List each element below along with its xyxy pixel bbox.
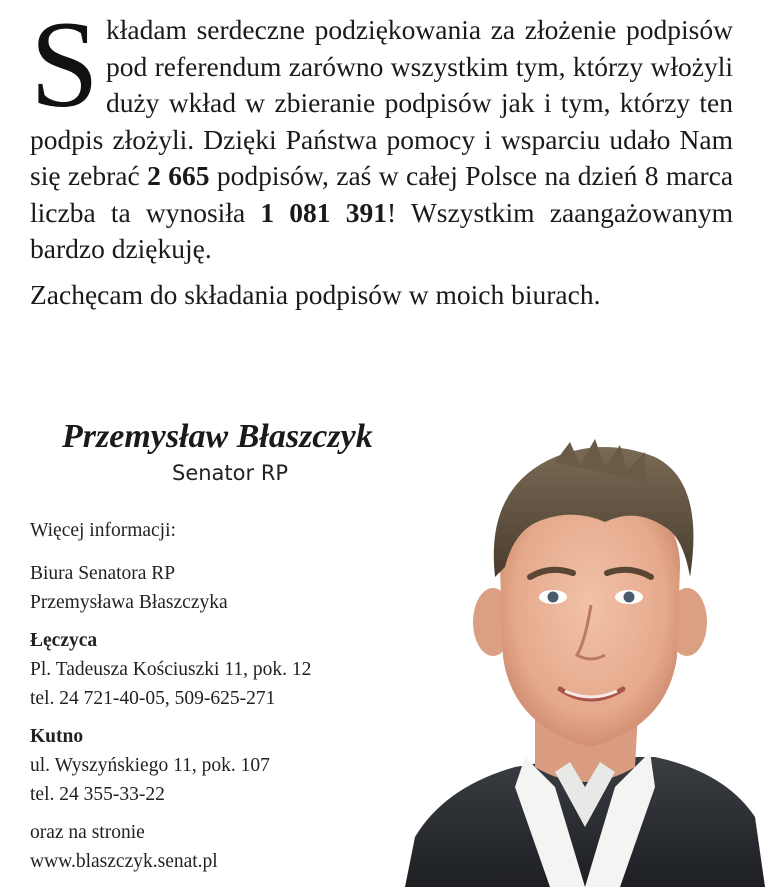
letter-paragraph-2: Zachęcam do składania podpisów w moich biurach. (30, 278, 601, 310)
letter-paragraph-1 (30, 0, 734, 268)
local-signature-count: 2 665 (147, 160, 210, 191)
letter-body (30, 0, 734, 313)
signature-name: Przemysław Błaszczyk (62, 418, 373, 455)
website-url: www.blaszczyk.senat.pl (30, 851, 218, 872)
dropcap-letter: S (30, 0, 99, 133)
letter-text-part-2: podpisów, zaś w całej Polsce na dzień 8 marca liczba ta wynosiła (30, 160, 734, 228)
national-signature-count: 1 081 391 (260, 196, 387, 228)
letter-text-part-1: kładam serdeczne podziękowania za złożenie podpisów pod referendum zarówno wszystkim tym, którzy włożyli duży wkład w zbieranie podpisów jak i tym, którzy ten podpis złożyli. Dzięki Państwa pomocy i wsparciu udało Nam się zebrać (30, 14, 733, 191)
website-label: oraz na stronie (30, 822, 145, 843)
office-city-leczyca: Łęczyca (30, 630, 98, 651)
letter-text-part-3: ! Wszystkim zaangażowanym bardzo dziękuję. (30, 196, 733, 264)
office-address-kutno: ul. Wyszyńskiego 11, pok. 107 (30, 755, 270, 776)
contact-block (30, 516, 410, 876)
more-info-label: Więcej informacji: (30, 520, 176, 541)
senator-portrait-photo (405, 427, 765, 887)
office-phone-leczyca: tel. 24 721-40-05, 509-625-271 (30, 688, 276, 709)
office-title-line-2: Przemysława Błaszczyka (30, 592, 228, 613)
office-phone-kutno: tel. 24 355-33-22 (30, 784, 165, 805)
office-city-kutno: Kutno (30, 726, 84, 747)
signature-role: Senator RP (172, 461, 289, 485)
office-address-leczyca: Pl. Tadeusza Kościuszki 11, pok. 12 (30, 659, 312, 680)
office-title-line-1: Biura Senatora RP (30, 563, 176, 584)
